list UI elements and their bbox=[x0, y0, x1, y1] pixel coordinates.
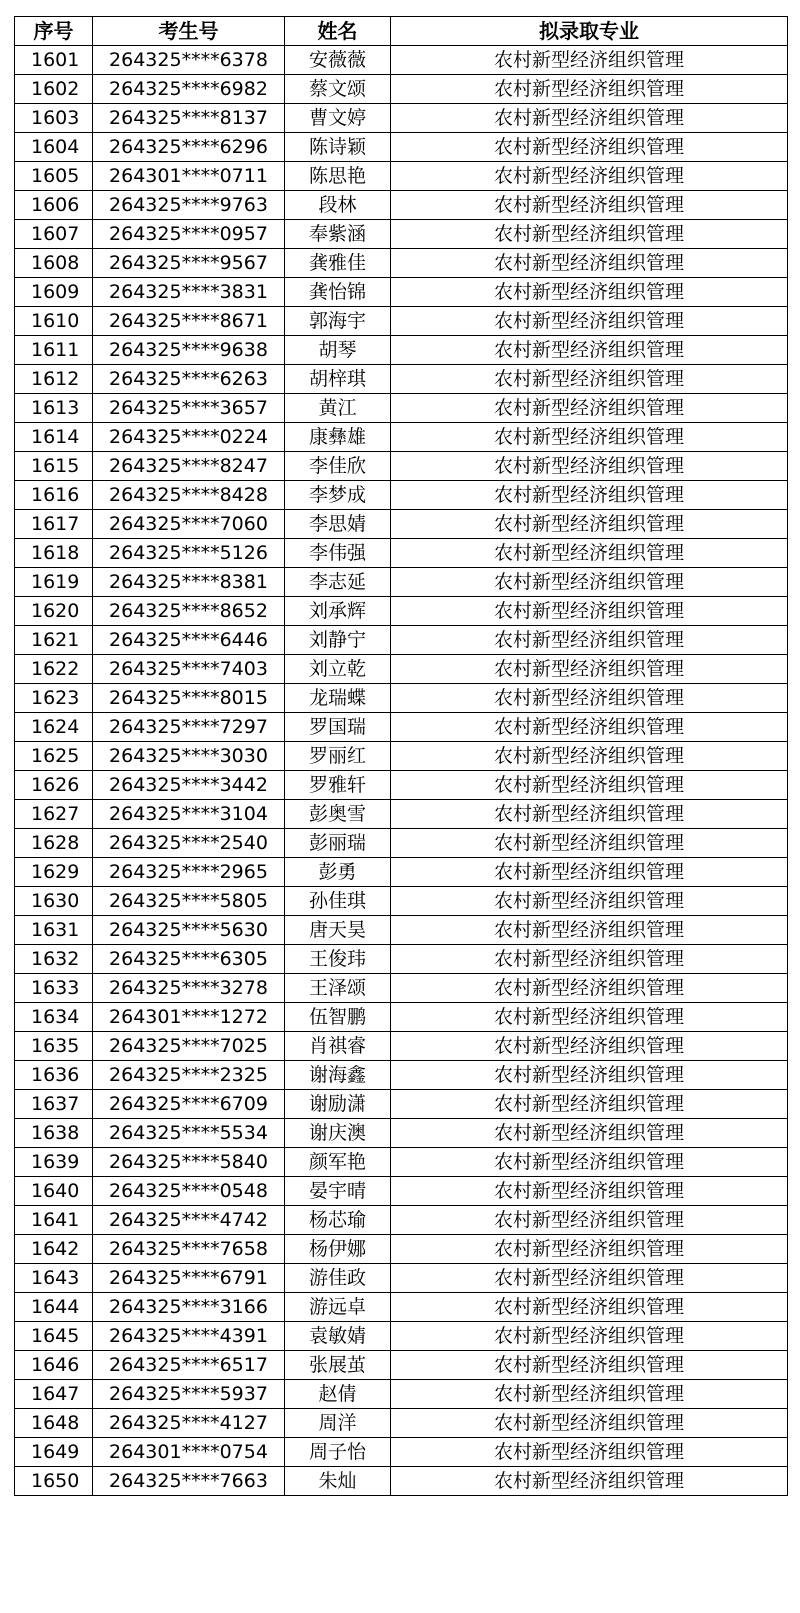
cell-seq: 1613 bbox=[15, 394, 93, 423]
cell-seq: 1629 bbox=[15, 858, 93, 887]
table-row bbox=[15, 1061, 788, 1090]
cell-seq: 1631 bbox=[15, 916, 93, 945]
cell-name: 朱灿 bbox=[285, 1467, 391, 1496]
cell-seq: 1640 bbox=[15, 1177, 93, 1206]
cell-major: 农村新型经济组织管理 bbox=[391, 336, 788, 365]
cell-exam-number: 264325****8671 bbox=[93, 307, 285, 336]
table-row bbox=[15, 829, 788, 858]
header-name: 姓名 bbox=[285, 17, 391, 46]
table-row bbox=[15, 887, 788, 916]
cell-major: 农村新型经济组织管理 bbox=[391, 423, 788, 452]
cell-seq: 1614 bbox=[15, 423, 93, 452]
cell-seq: 1601 bbox=[15, 46, 93, 75]
cell-major: 农村新型经济组织管理 bbox=[391, 974, 788, 1003]
cell-major: 农村新型经济组织管理 bbox=[391, 916, 788, 945]
cell-exam-number: 264301****0711 bbox=[93, 162, 285, 191]
table-row bbox=[15, 626, 788, 655]
header-seq: 序号 bbox=[15, 17, 93, 46]
cell-exam-number: 264325****3278 bbox=[93, 974, 285, 1003]
table-row bbox=[15, 800, 788, 829]
table-row bbox=[15, 104, 788, 133]
cell-major: 农村新型经济组织管理 bbox=[391, 771, 788, 800]
cell-seq: 1650 bbox=[15, 1467, 93, 1496]
cell-name: 肖祺睿 bbox=[285, 1032, 391, 1061]
header-major: 拟录取专业 bbox=[391, 17, 788, 46]
cell-major: 农村新型经济组织管理 bbox=[391, 597, 788, 626]
cell-seq: 1604 bbox=[15, 133, 93, 162]
table-row bbox=[15, 452, 788, 481]
cell-exam-number: 264325****9638 bbox=[93, 336, 285, 365]
cell-major: 农村新型经济组织管理 bbox=[391, 1032, 788, 1061]
cell-name: 孙佳琪 bbox=[285, 887, 391, 916]
cell-name: 李佳欣 bbox=[285, 452, 391, 481]
cell-name: 王泽颂 bbox=[285, 974, 391, 1003]
table-row bbox=[15, 510, 788, 539]
table-row bbox=[15, 1206, 788, 1235]
cell-major: 农村新型经济组织管理 bbox=[391, 626, 788, 655]
table-row bbox=[15, 1177, 788, 1206]
cell-seq: 1625 bbox=[15, 742, 93, 771]
cell-major: 农村新型经济组织管理 bbox=[391, 1380, 788, 1409]
cell-exam-number: 264325****3831 bbox=[93, 278, 285, 307]
cell-major: 农村新型经济组织管理 bbox=[391, 1061, 788, 1090]
cell-name: 袁敏婧 bbox=[285, 1322, 391, 1351]
cell-major: 农村新型经济组织管理 bbox=[391, 220, 788, 249]
cell-exam-number: 264325****3166 bbox=[93, 1293, 285, 1322]
cell-name: 龚怡锦 bbox=[285, 278, 391, 307]
cell-exam-number: 264325****7025 bbox=[93, 1032, 285, 1061]
cell-seq: 1649 bbox=[15, 1438, 93, 1467]
cell-seq: 1643 bbox=[15, 1264, 93, 1293]
cell-exam-number: 264325****6791 bbox=[93, 1264, 285, 1293]
cell-exam-number: 264325****7060 bbox=[93, 510, 285, 539]
cell-name: 胡梓琪 bbox=[285, 365, 391, 394]
cell-seq: 1610 bbox=[15, 307, 93, 336]
cell-seq: 1611 bbox=[15, 336, 93, 365]
cell-name: 彭丽瑞 bbox=[285, 829, 391, 858]
cell-major: 农村新型经济组织管理 bbox=[391, 191, 788, 220]
table-row bbox=[15, 1264, 788, 1293]
cell-name: 龚雅佳 bbox=[285, 249, 391, 278]
cell-seq: 1627 bbox=[15, 800, 93, 829]
cell-major: 农村新型经济组织管理 bbox=[391, 713, 788, 742]
cell-seq: 1633 bbox=[15, 974, 93, 1003]
table-row bbox=[15, 1293, 788, 1322]
cell-major: 农村新型经济组织管理 bbox=[391, 1438, 788, 1467]
cell-major: 农村新型经济组织管理 bbox=[391, 1293, 788, 1322]
cell-seq: 1619 bbox=[15, 568, 93, 597]
cell-exam-number: 264325****9567 bbox=[93, 249, 285, 278]
cell-major: 农村新型经济组织管理 bbox=[391, 1206, 788, 1235]
cell-seq: 1647 bbox=[15, 1380, 93, 1409]
cell-seq: 1637 bbox=[15, 1090, 93, 1119]
cell-major: 农村新型经济组织管理 bbox=[391, 800, 788, 829]
cell-major: 农村新型经济组织管理 bbox=[391, 1119, 788, 1148]
cell-exam-number: 264325****3030 bbox=[93, 742, 285, 771]
table-row bbox=[15, 771, 788, 800]
cell-name: 游佳政 bbox=[285, 1264, 391, 1293]
cell-exam-number: 264325****7297 bbox=[93, 713, 285, 742]
cell-seq: 1634 bbox=[15, 1003, 93, 1032]
cell-seq: 1603 bbox=[15, 104, 93, 133]
cell-name: 杨伊娜 bbox=[285, 1235, 391, 1264]
cell-exam-number: 264325****6378 bbox=[93, 46, 285, 75]
cell-name: 伍智鹏 bbox=[285, 1003, 391, 1032]
cell-exam-number: 264325****5805 bbox=[93, 887, 285, 916]
cell-exam-number: 264325****0548 bbox=[93, 1177, 285, 1206]
cell-major: 农村新型经济组织管理 bbox=[391, 1003, 788, 1032]
cell-name: 周洋 bbox=[285, 1409, 391, 1438]
table-row bbox=[15, 916, 788, 945]
cell-name: 杨芯瑜 bbox=[285, 1206, 391, 1235]
cell-exam-number: 264325****3442 bbox=[93, 771, 285, 800]
cell-major: 农村新型经济组织管理 bbox=[391, 1177, 788, 1206]
cell-seq: 1608 bbox=[15, 249, 93, 278]
cell-seq: 1620 bbox=[15, 597, 93, 626]
cell-seq: 1639 bbox=[15, 1148, 93, 1177]
cell-name: 胡琴 bbox=[285, 336, 391, 365]
cell-exam-number: 264325****3104 bbox=[93, 800, 285, 829]
table-row bbox=[15, 974, 788, 1003]
cell-exam-number: 264325****4742 bbox=[93, 1206, 285, 1235]
table-row bbox=[15, 713, 788, 742]
cell-exam-number: 264301****1272 bbox=[93, 1003, 285, 1032]
cell-name: 唐天昊 bbox=[285, 916, 391, 945]
cell-exam-number: 264325****0224 bbox=[93, 423, 285, 452]
cell-name: 段林 bbox=[285, 191, 391, 220]
cell-major: 农村新型经济组织管理 bbox=[391, 742, 788, 771]
cell-exam-number: 264325****6709 bbox=[93, 1090, 285, 1119]
table-row bbox=[15, 568, 788, 597]
cell-seq: 1628 bbox=[15, 829, 93, 858]
cell-name: 龙瑞蝶 bbox=[285, 684, 391, 713]
table-row bbox=[15, 1003, 788, 1032]
table-row bbox=[15, 220, 788, 249]
cell-exam-number: 264325****9763 bbox=[93, 191, 285, 220]
cell-name: 罗国瑞 bbox=[285, 713, 391, 742]
cell-name: 谢庆澳 bbox=[285, 1119, 391, 1148]
cell-name: 刘立乾 bbox=[285, 655, 391, 684]
cell-name: 曹文婷 bbox=[285, 104, 391, 133]
cell-major: 农村新型经济组织管理 bbox=[391, 858, 788, 887]
cell-name: 晏宇晴 bbox=[285, 1177, 391, 1206]
table-row bbox=[15, 1409, 788, 1438]
cell-name: 陈思艳 bbox=[285, 162, 391, 191]
cell-major: 农村新型经济组织管理 bbox=[391, 684, 788, 713]
cell-seq: 1607 bbox=[15, 220, 93, 249]
table-row bbox=[15, 655, 788, 684]
cell-name: 周子怡 bbox=[285, 1438, 391, 1467]
cell-name: 李思婧 bbox=[285, 510, 391, 539]
cell-seq: 1635 bbox=[15, 1032, 93, 1061]
cell-exam-number: 264325****7403 bbox=[93, 655, 285, 684]
cell-exam-number: 264325****8015 bbox=[93, 684, 285, 713]
cell-seq: 1624 bbox=[15, 713, 93, 742]
cell-name: 李志延 bbox=[285, 568, 391, 597]
cell-major: 农村新型经济组织管理 bbox=[391, 278, 788, 307]
cell-exam-number: 264325****8652 bbox=[93, 597, 285, 626]
cell-seq: 1644 bbox=[15, 1293, 93, 1322]
cell-exam-number: 264325****5534 bbox=[93, 1119, 285, 1148]
cell-seq: 1616 bbox=[15, 481, 93, 510]
cell-major: 农村新型经济组织管理 bbox=[391, 452, 788, 481]
cell-major: 农村新型经济组织管理 bbox=[391, 481, 788, 510]
cell-seq: 1615 bbox=[15, 452, 93, 481]
table-row bbox=[15, 1438, 788, 1467]
table-row bbox=[15, 1148, 788, 1177]
cell-name: 郭海宇 bbox=[285, 307, 391, 336]
cell-seq: 1642 bbox=[15, 1235, 93, 1264]
cell-seq: 1602 bbox=[15, 75, 93, 104]
table-row bbox=[15, 1119, 788, 1148]
cell-seq: 1636 bbox=[15, 1061, 93, 1090]
cell-major: 农村新型经济组织管理 bbox=[391, 1409, 788, 1438]
table-row bbox=[15, 75, 788, 104]
cell-major: 农村新型经济组织管理 bbox=[391, 162, 788, 191]
cell-major: 农村新型经济组织管理 bbox=[391, 394, 788, 423]
cell-name: 安薇薇 bbox=[285, 46, 391, 75]
table-row bbox=[15, 539, 788, 568]
cell-seq: 1623 bbox=[15, 684, 93, 713]
cell-exam-number: 264325****6296 bbox=[93, 133, 285, 162]
table-row bbox=[15, 307, 788, 336]
cell-major: 农村新型经济组织管理 bbox=[391, 249, 788, 278]
cell-major: 农村新型经济组织管理 bbox=[391, 1322, 788, 1351]
table-header-row bbox=[15, 17, 788, 46]
cell-exam-number: 264325****6517 bbox=[93, 1351, 285, 1380]
admission-list-table bbox=[14, 16, 788, 1496]
cell-seq: 1622 bbox=[15, 655, 93, 684]
cell-exam-number: 264325****8428 bbox=[93, 481, 285, 510]
cell-exam-number: 264325****0957 bbox=[93, 220, 285, 249]
cell-exam-number: 264325****3657 bbox=[93, 394, 285, 423]
cell-name: 奉紫涵 bbox=[285, 220, 391, 249]
cell-name: 黄江 bbox=[285, 394, 391, 423]
cell-exam-number: 264325****5937 bbox=[93, 1380, 285, 1409]
table-row bbox=[15, 423, 788, 452]
cell-major: 农村新型经济组织管理 bbox=[391, 75, 788, 104]
cell-exam-number: 264325****5630 bbox=[93, 916, 285, 945]
cell-exam-number: 264301****0754 bbox=[93, 1438, 285, 1467]
cell-major: 农村新型经济组织管理 bbox=[391, 1148, 788, 1177]
cell-exam-number: 264325****2965 bbox=[93, 858, 285, 887]
cell-major: 农村新型经济组织管理 bbox=[391, 829, 788, 858]
table-row bbox=[15, 945, 788, 974]
table-row bbox=[15, 1351, 788, 1380]
cell-seq: 1641 bbox=[15, 1206, 93, 1235]
cell-seq: 1618 bbox=[15, 539, 93, 568]
cell-seq: 1648 bbox=[15, 1409, 93, 1438]
cell-seq: 1645 bbox=[15, 1322, 93, 1351]
cell-name: 陈诗颖 bbox=[285, 133, 391, 162]
cell-exam-number: 264325****4391 bbox=[93, 1322, 285, 1351]
cell-major: 农村新型经济组织管理 bbox=[391, 1090, 788, 1119]
cell-seq: 1606 bbox=[15, 191, 93, 220]
cell-name: 颜军艳 bbox=[285, 1148, 391, 1177]
cell-major: 农村新型经济组织管理 bbox=[391, 568, 788, 597]
cell-exam-number: 264325****2325 bbox=[93, 1061, 285, 1090]
cell-name: 罗雅轩 bbox=[285, 771, 391, 800]
cell-major: 农村新型经济组织管理 bbox=[391, 46, 788, 75]
cell-seq: 1609 bbox=[15, 278, 93, 307]
cell-major: 农村新型经济组织管理 bbox=[391, 1351, 788, 1380]
table-row bbox=[15, 1322, 788, 1351]
cell-exam-number: 264325****8381 bbox=[93, 568, 285, 597]
cell-name: 彭奥雪 bbox=[285, 800, 391, 829]
cell-exam-number: 264325****6446 bbox=[93, 626, 285, 655]
cell-name: 彭勇 bbox=[285, 858, 391, 887]
cell-major: 农村新型经济组织管理 bbox=[391, 539, 788, 568]
cell-major: 农村新型经济组织管理 bbox=[391, 1264, 788, 1293]
cell-major: 农村新型经济组织管理 bbox=[391, 307, 788, 336]
table-row bbox=[15, 162, 788, 191]
cell-name: 赵倩 bbox=[285, 1380, 391, 1409]
cell-seq: 1632 bbox=[15, 945, 93, 974]
table-row bbox=[15, 249, 788, 278]
cell-exam-number: 264325****7663 bbox=[93, 1467, 285, 1496]
cell-exam-number: 264325****8137 bbox=[93, 104, 285, 133]
cell-seq: 1617 bbox=[15, 510, 93, 539]
table-row bbox=[15, 278, 788, 307]
table-row bbox=[15, 394, 788, 423]
table-row bbox=[15, 191, 788, 220]
cell-major: 农村新型经济组织管理 bbox=[391, 104, 788, 133]
table-row bbox=[15, 1090, 788, 1119]
cell-name: 刘承辉 bbox=[285, 597, 391, 626]
cell-exam-number: 264325****7658 bbox=[93, 1235, 285, 1264]
header-exam-number: 考生号 bbox=[93, 17, 285, 46]
cell-exam-number: 264325****2540 bbox=[93, 829, 285, 858]
cell-name: 王俊玮 bbox=[285, 945, 391, 974]
cell-exam-number: 264325****5126 bbox=[93, 539, 285, 568]
cell-name: 张展茧 bbox=[285, 1351, 391, 1380]
table-row bbox=[15, 858, 788, 887]
table-row bbox=[15, 1380, 788, 1409]
cell-seq: 1626 bbox=[15, 771, 93, 800]
cell-major: 农村新型经济组织管理 bbox=[391, 1467, 788, 1496]
table-row bbox=[15, 46, 788, 75]
cell-name: 李梦成 bbox=[285, 481, 391, 510]
table-row bbox=[15, 365, 788, 394]
table-row bbox=[15, 1032, 788, 1061]
table-row bbox=[15, 481, 788, 510]
cell-name: 李伟强 bbox=[285, 539, 391, 568]
table-row bbox=[15, 1467, 788, 1496]
cell-name: 刘静宁 bbox=[285, 626, 391, 655]
cell-exam-number: 264325****8247 bbox=[93, 452, 285, 481]
cell-major: 农村新型经济组织管理 bbox=[391, 510, 788, 539]
cell-seq: 1638 bbox=[15, 1119, 93, 1148]
cell-seq: 1646 bbox=[15, 1351, 93, 1380]
cell-major: 农村新型经济组织管理 bbox=[391, 887, 788, 916]
cell-name: 谢海鑫 bbox=[285, 1061, 391, 1090]
table-row bbox=[15, 597, 788, 626]
cell-name: 谢励潇 bbox=[285, 1090, 391, 1119]
cell-major: 农村新型经济组织管理 bbox=[391, 655, 788, 684]
table-row bbox=[15, 742, 788, 771]
table-row bbox=[15, 133, 788, 162]
cell-major: 农村新型经济组织管理 bbox=[391, 945, 788, 974]
cell-exam-number: 264325****6982 bbox=[93, 75, 285, 104]
cell-name: 罗丽红 bbox=[285, 742, 391, 771]
cell-seq: 1621 bbox=[15, 626, 93, 655]
cell-name: 康彝雄 bbox=[285, 423, 391, 452]
cell-major: 农村新型经济组织管理 bbox=[391, 1235, 788, 1264]
cell-exam-number: 264325****4127 bbox=[93, 1409, 285, 1438]
table-row bbox=[15, 684, 788, 713]
cell-exam-number: 264325****6305 bbox=[93, 945, 285, 974]
cell-exam-number: 264325****6263 bbox=[93, 365, 285, 394]
cell-seq: 1630 bbox=[15, 887, 93, 916]
table-row bbox=[15, 1235, 788, 1264]
table-row bbox=[15, 336, 788, 365]
cell-major: 农村新型经济组织管理 bbox=[391, 133, 788, 162]
cell-seq: 1605 bbox=[15, 162, 93, 191]
cell-exam-number: 264325****5840 bbox=[93, 1148, 285, 1177]
cell-major: 农村新型经济组织管理 bbox=[391, 365, 788, 394]
cell-name: 蔡文颂 bbox=[285, 75, 391, 104]
cell-seq: 1612 bbox=[15, 365, 93, 394]
cell-name: 游远卓 bbox=[285, 1293, 391, 1322]
